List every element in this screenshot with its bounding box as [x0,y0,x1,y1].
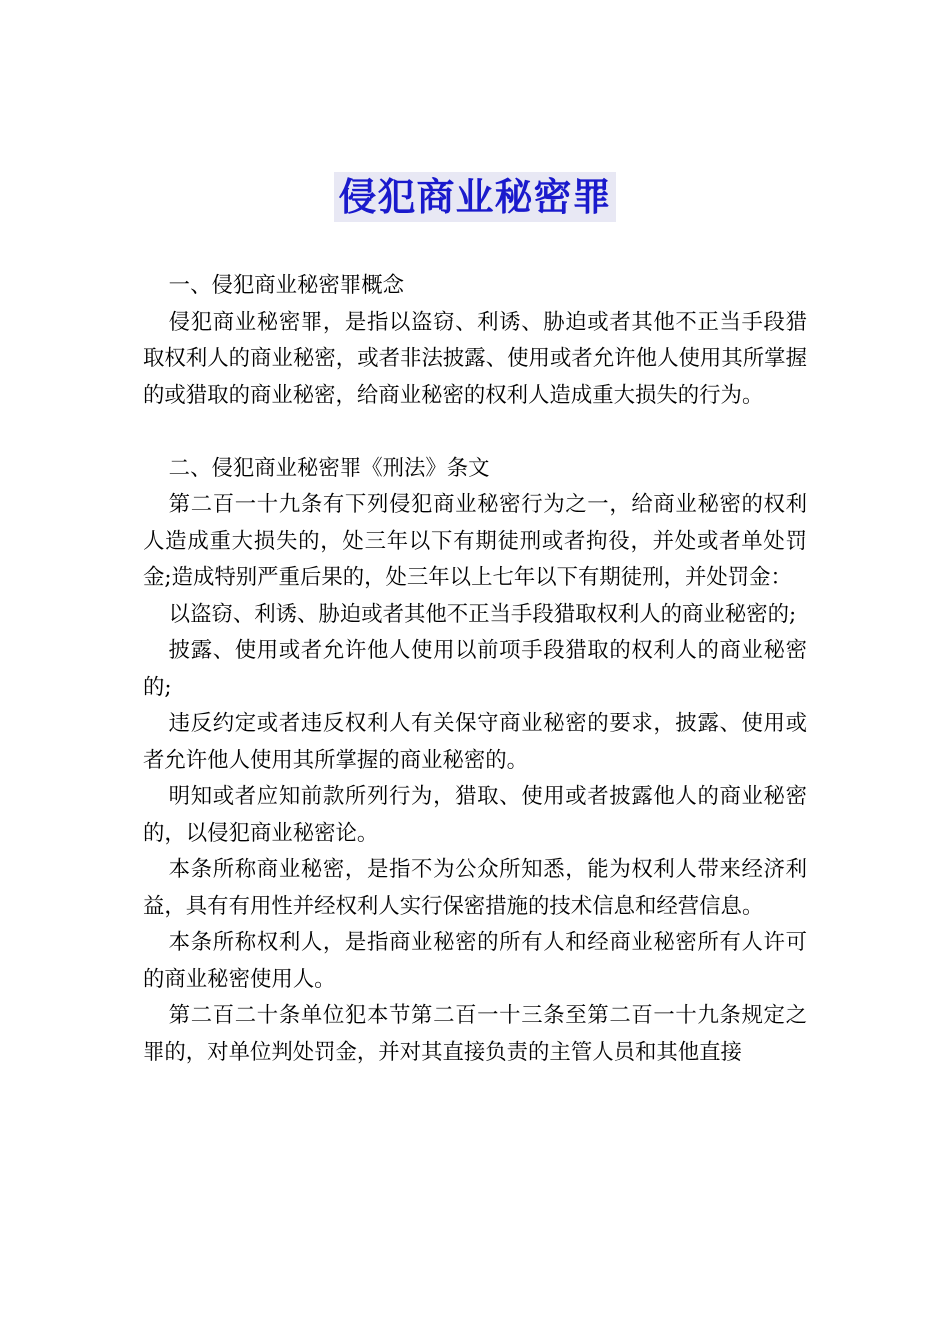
paragraph: 本条所称商业秘密，是指不为公众所知悉，能为权利人带来经济利益，具有有用性并经权利人实行保密措施的技术信息和经营信息。 [143,857,807,919]
section-heading-concept: 一、侵犯商业秘密罪概念 [168,273,404,298]
paragraph: 以盗窃、利诱、胁迫或者其他不正当手段猎取权利人的商业秘密的; [168,601,797,627]
section-heading-statute: 二、侵犯商业秘密罪《刑法》条文 [168,455,490,481]
paragraph: 第二百一十九条有下列侵犯商业秘密行为之一，给商业秘密的权利人造成重大损失的，处三年以下有期徒刑或者拘役，并处或者单处罚金;造成特别严重后果的，处三年以上七年以下有期徒刑，并处罚金： [143,492,807,590]
paragraph: 本条所称权利人，是指商业秘密的所有人和经商业秘密所有人许可的商业秘密使用人。 [143,930,807,992]
document-body [143,268,807,1071]
document-title: 侵犯商业秘密罪 [334,172,615,222]
title-container [0,172,950,222]
paragraph: 明知或者应知前款所列行为，猎取、使用或者披露他人的商业秘密的，以侵犯商业秘密论。 [143,784,807,846]
paragraph: 侵犯商业秘密罪，是指以盗窃、利诱、胁迫或者其他不正当手段猎取权利人的商业秘密，或者非法披露、使用或者允许他人使用其所掌握的或猎取的商业秘密，给商业秘密的权利人造成重大损失的行为。 [143,309,807,408]
paragraph: 披露、使用或者允许他人使用以前项手段猎取的权利人的商业秘密的; [143,638,807,700]
paragraph: 第二百二十条单位犯本节第二百一十三条至第二百一十九条规定之罪的，对单位判处罚金，并对其直接负责的主管人员和其他直接 [143,1003,807,1065]
blank-line [143,414,807,451]
paragraph: 违反约定或者违反权利人有关保守商业秘密的要求，披露、使用或者允许他人使用其所掌握的商业秘密的。 [143,711,807,773]
